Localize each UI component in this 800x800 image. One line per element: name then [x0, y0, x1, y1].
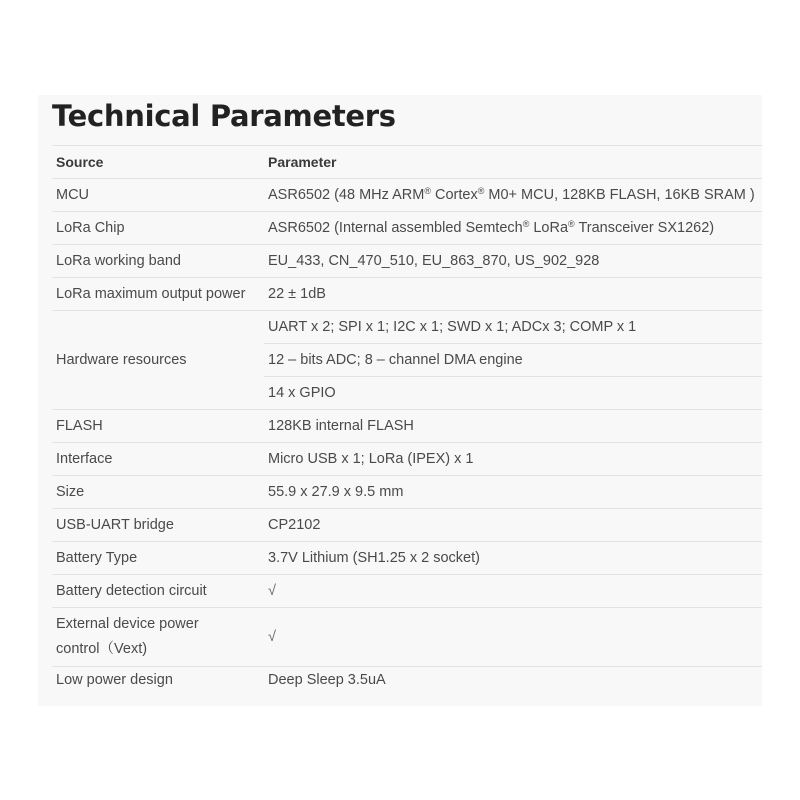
table-row: [52, 278, 762, 311]
check-mark-icon: √: [264, 608, 762, 667]
row-power-parameter: 22 ± 1dB: [264, 278, 762, 311]
row-power-source: LoRa maximum output power: [52, 278, 264, 311]
table-row: [52, 311, 762, 344]
table-row: [52, 476, 762, 509]
vext-source-line-1: External device power: [56, 616, 199, 632]
table-row: [52, 179, 762, 212]
registered-mark: ®: [477, 185, 485, 196]
lora-chip-text-3: Transceiver SX1262): [574, 219, 715, 236]
mcu-text-3: M0+ MCU, 128KB FLASH, 16KB SRAM ): [484, 186, 755, 203]
mcu-text-1: ASR6502 (48 MHz ARM: [268, 186, 425, 203]
row-lora-chip-parameter: [264, 212, 762, 245]
row-band-source: LoRa working band: [52, 245, 264, 278]
table-row: [52, 443, 762, 476]
row-low-power-source: Low power design: [52, 667, 264, 694]
lora-chip-text-2: LoRa: [529, 219, 569, 236]
row-usb-uart-parameter: CP2102: [264, 509, 762, 542]
registered-mark: ®: [424, 185, 431, 196]
row-battery-type-parameter: 3.7V Lithium (SH1.25 x 2 socket): [264, 542, 762, 575]
table-header-row: [52, 146, 762, 179]
table-row: [52, 245, 762, 278]
table-row: [52, 410, 762, 443]
row-battery-type-source: Battery Type: [52, 542, 264, 575]
mcu-text-2: Cortex: [430, 186, 478, 203]
table-row: [52, 608, 762, 667]
row-hardware-parameter-2: 12 – bits ADC; 8 – channel DMA engine: [264, 344, 762, 377]
table-row: [52, 509, 762, 542]
row-vext-source: [52, 608, 264, 667]
header-source: Source: [52, 146, 264, 179]
page-title: Technical Parameters: [52, 99, 396, 133]
row-band-parameter: EU_433, CN_470_510, EU_863_870, US_902_928: [264, 245, 762, 278]
row-flash-source: FLASH: [52, 410, 264, 443]
row-usb-uart-source: USB-UART bridge: [52, 509, 264, 542]
row-size-parameter: 55.9 x 27.9 x 9.5 mm: [264, 476, 762, 509]
row-lora-chip-source: LoRa Chip: [52, 212, 264, 245]
row-mcu-source: MCU: [52, 179, 264, 212]
header-parameter: Parameter: [264, 146, 762, 179]
table-row: [52, 212, 762, 245]
row-mcu-parameter: [264, 179, 762, 212]
table-row: [52, 575, 762, 608]
table-row: [52, 667, 762, 694]
row-interface-parameter: Micro USB x 1; LoRa (IPEX) x 1: [264, 443, 762, 476]
row-size-source: Size: [52, 476, 264, 509]
row-flash-parameter: 128KB internal FLASH: [264, 410, 762, 443]
row-hardware-source: Hardware resources: [52, 311, 264, 410]
row-low-power-parameter: Deep Sleep 3.5uA: [264, 667, 762, 694]
check-mark-icon: √: [264, 575, 762, 608]
vext-source-line-2: control（Vext): [56, 641, 148, 657]
technical-parameters-table: [52, 145, 762, 694]
registered-mark: ®: [522, 218, 530, 229]
row-interface-source: Interface: [52, 443, 264, 476]
row-hardware-parameter-3: 14 x GPIO: [264, 377, 762, 410]
row-battery-detect-source: Battery detection circuit: [52, 575, 264, 608]
row-hardware-parameter-1: UART x 2; SPI x 1; I2C x 1; SWD x 1; ADCx 3; COMP x 1: [264, 311, 762, 344]
lora-chip-text-1: ASR6502 (Internal assembled Semtech: [268, 219, 523, 236]
registered-mark: ®: [568, 218, 575, 229]
table-row: [52, 542, 762, 575]
